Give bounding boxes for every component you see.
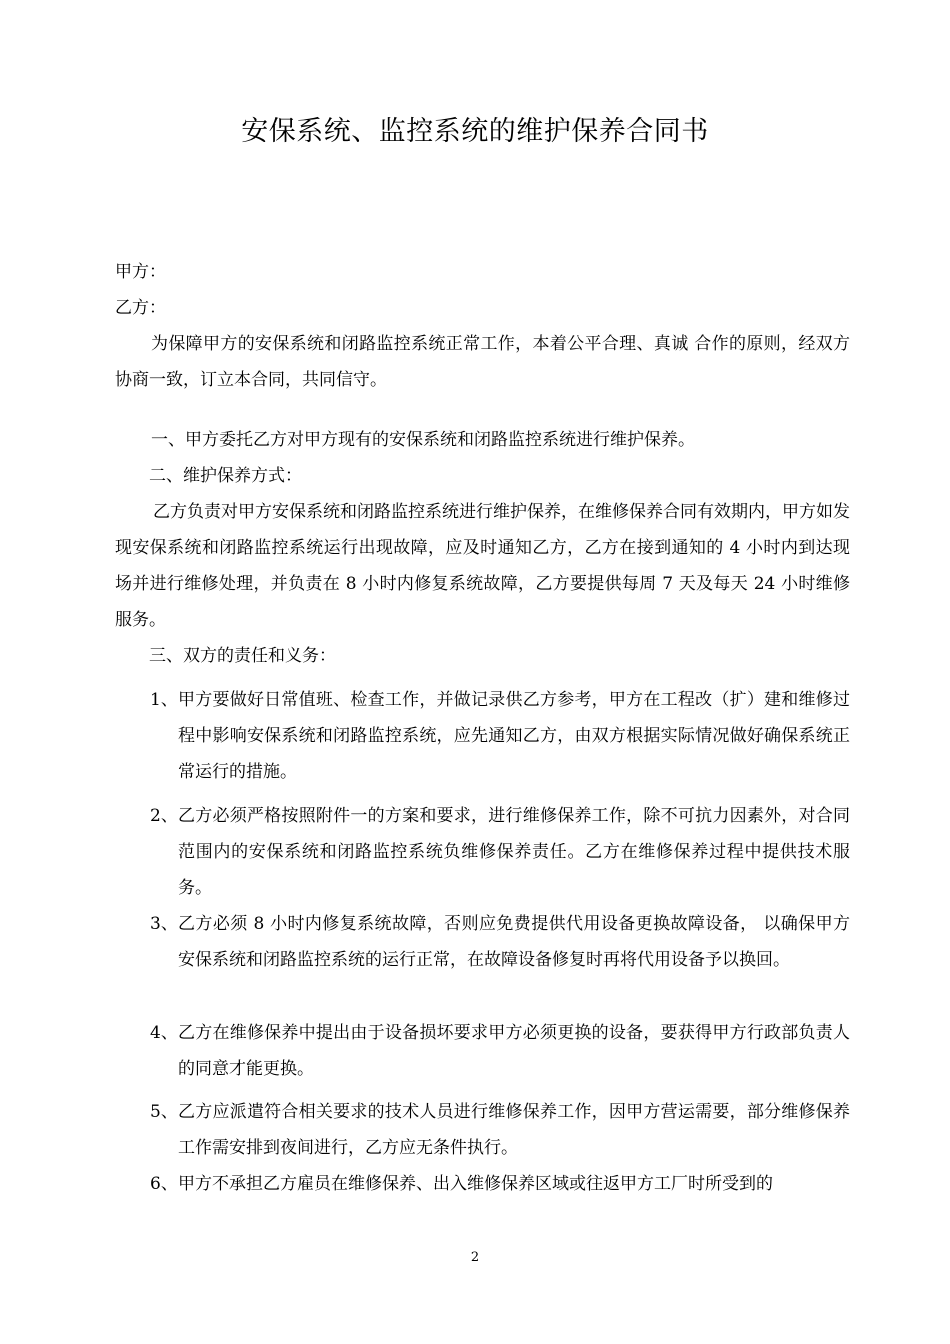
list-item-text: 乙方必须严格按照附件一的方案和要求，进行维修保养工作，除不可抗力因素外，对合同范围内的安保系统和闭路监控系统负维修保养责任。乙方在维修保养过程中提供技术服务。 [178, 806, 850, 898]
list-item-number: 1、 [150, 690, 178, 710]
list-item-text: 甲方要做好日常值班、检查工作，并做记录供乙方参考，甲方在工程改（扩）建和维修过程中影响安保系统和闭路监控系统，应先通知乙方，由双方根据实际情况做好确保系统正常运行的措施。 [178, 690, 850, 782]
list-item [150, 1166, 850, 1202]
list-item-number: 5、 [150, 1102, 178, 1122]
section-3-heading: 三、双方的责任和义务： [149, 646, 336, 666]
section-2-body: 乙方负责对甲方安保系统和闭路监控系统进行维护保养，在维修保养合同有效期内，甲方如发现安保系统和闭路监控系统运行出现故障，应及时通知乙方，乙方在接到通知的 4 小时内到达现场并进行维修处理，并负责在 8 小时内修复系统故障，乙方要提供每周 7 天及每天 24 小时维修服务。 [115, 502, 850, 630]
list-item [150, 1094, 850, 1166]
document-title: 安保系统、监控系统的维护保养合同书 [241, 116, 709, 147]
list-item-number: 4、 [150, 1023, 178, 1043]
party-a-label: 甲方： [115, 262, 166, 282]
party-b-label: 乙方： [115, 298, 166, 318]
list-item [150, 682, 850, 790]
page-number: 2 [470, 1250, 480, 1265]
list-item-text: 乙方应派遣符合相关要求的技术人员进行维修保养工作，因甲方营运需要，部分维修保养工作需安排到夜间进行，乙方应无条件执行。 [178, 1102, 850, 1158]
intro-paragraph: 为保障甲方的安保系统和闭路监控系统正常工作，本着公平合理、真诚 合作的原则，经双方协商一致，订立本合同，共同信守。 [115, 334, 850, 390]
list-item-number: 6、 [150, 1174, 178, 1194]
list-item-text: 甲方不承担乙方雇员在维修保养、出入维修保养区域或往返甲方工厂时所受到的 [178, 1174, 773, 1194]
list-item-number: 2、 [150, 806, 178, 826]
section-1: 一、甲方委托乙方对甲方现有的安保系统和闭路监控系统进行维护保养。 [151, 430, 695, 450]
list-item [150, 1015, 850, 1087]
list-item [150, 906, 850, 978]
list-item-text: 乙方在维修保养中提出由于设备损坏要求甲方必须更换的设备，要获得甲方行政部负责人的同意才能更换。 [178, 1023, 850, 1079]
list-item [150, 798, 850, 906]
section-2-heading: 二、维护保养方式： [149, 466, 302, 486]
list-item-text: 乙方必须 8 小时内修复系统故障，否则应免费提供代用设备更换故障设备， 以确保甲方安保系统和闭路监控系统的运行正常，在故障设备修复时再将代用设备予以换回。 [178, 914, 850, 970]
list-item-number: 3、 [150, 914, 178, 934]
